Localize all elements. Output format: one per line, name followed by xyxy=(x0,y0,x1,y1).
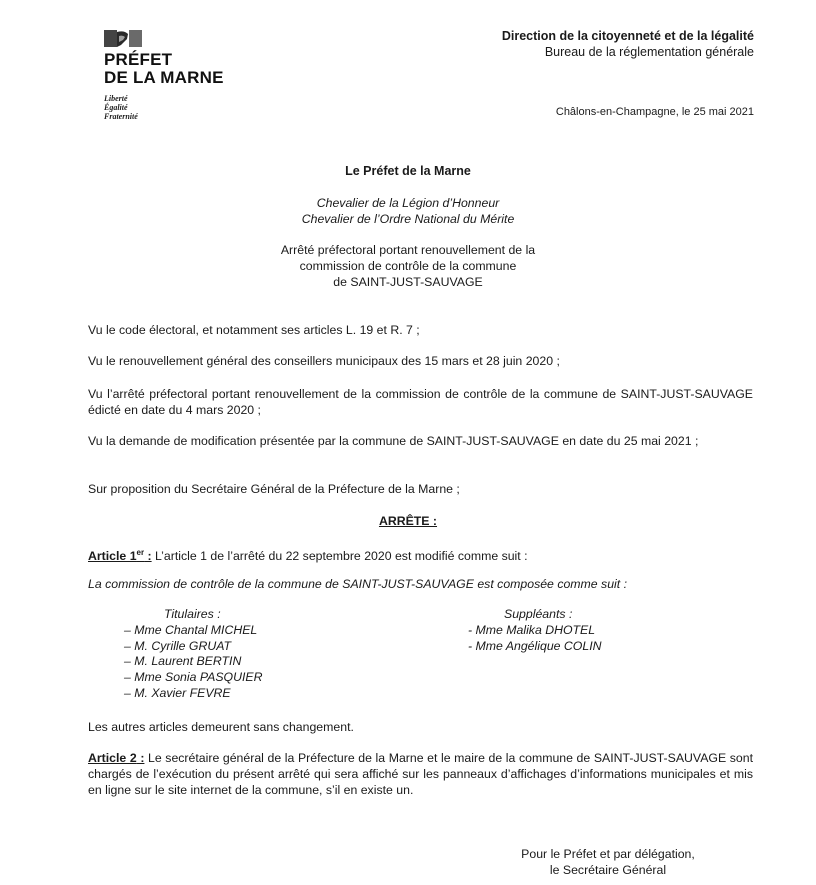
logo-title-line1: PRÉFET xyxy=(104,50,173,69)
honors-block xyxy=(0,195,816,227)
article-2 xyxy=(88,750,753,798)
article-2-label-suffix: : xyxy=(136,751,145,765)
article-2-label xyxy=(88,751,144,765)
article-1 xyxy=(88,545,753,564)
titulaire-item: – M. Cyrille GRUAT xyxy=(124,638,232,653)
titulaire-item: – M. Laurent BERTIN xyxy=(124,654,242,669)
honor-merite: Chevalier de l’Ordre National du Mérite xyxy=(301,212,515,226)
considerant-arrete-precedent: Vu l’arrêté préfectoral portant renouvellement de la commission de contrôle de la commune de SAINT-JUST-SAUVAGE édicté en date du 4 mars 2020 ; xyxy=(88,387,753,417)
place-and-date: Châlons-en-Champagne, le 25 mai 2021 xyxy=(555,106,754,118)
article-1-label-text: Article 1 xyxy=(88,549,137,564)
suppleant-item: - Mme Angélique COLIN xyxy=(468,638,602,653)
article-2-text: Le secrétaire général de la Préfecture de la Marne et le maire de la commune de SAINT-JUST-SAUVAGE sont chargés de l’exécution du présent arrêté qui sera affiché sur les panneaux d’affichages d’informations municipales et mis en ligne sur le site internet de la commune, s’il en existe un. xyxy=(88,751,754,797)
signature-line2: le Secrétaire Général xyxy=(549,863,667,877)
titulaires-list xyxy=(124,607,263,702)
bureau-name: Bureau de la réglementation générale xyxy=(544,45,754,59)
autres-articles: Les autres articles demeurent sans changement. xyxy=(88,720,354,734)
titulaire-item: – Mme Sonia PASQUIER xyxy=(124,670,263,685)
article-1-label xyxy=(88,549,152,563)
titulaires-heading: Titulaires : xyxy=(164,607,221,621)
article-1-text: L’article 1 de l’arrêté du 22 septembre 2020 est modifié comme suit : xyxy=(151,549,528,564)
arrete-title xyxy=(0,242,816,290)
arrete-title-line2: commission de contrôle de la commune xyxy=(299,259,517,273)
considerant-proposition: Sur proposition du Secrétaire Général de la Préfecture de la Marne ; xyxy=(88,482,460,496)
suppleants-list xyxy=(468,607,602,654)
logo-prefet-title xyxy=(104,51,224,87)
signature-line1: Pour le Préfet et par délégation, xyxy=(521,847,695,861)
motto-liberte: Liberté xyxy=(104,94,128,103)
suppleants-heading: Suppléants : xyxy=(504,607,573,621)
considerant-code-electoral: Vu le code électoral, et notamment ses articles L. 19 et R. 7 ; xyxy=(88,323,420,337)
composition-intro: La commission de contrôle de la commune de SAINT-JUST-SAUVAGE est composée comme suit : xyxy=(88,577,628,591)
motto-egalite: Égalité xyxy=(104,103,128,112)
considerant-renouvellement: Vu le renouvellement général des conseillers municipaux des 15 mars et 28 juin 2020 ; xyxy=(88,354,560,368)
arrete-title-line1: Arrêté préfectoral portant renouvellement de la xyxy=(280,243,536,257)
suppleant-item: - Mme Malika DHOTEL xyxy=(468,622,596,637)
article-1-sup: er xyxy=(136,548,145,557)
republic-motto xyxy=(104,94,138,121)
direction-name: Direction de la citoyenneté et de la légalité xyxy=(501,29,754,43)
arrete-title-line3: de SAINT-JUST-SAUVAGE xyxy=(333,275,483,289)
arrete-heading: ARRÊTE : xyxy=(378,514,438,528)
prefet-heading: Le Préfet de la Marne xyxy=(345,164,471,178)
issuing-office xyxy=(502,28,754,60)
honor-legion: Chevalier de la Légion d’Honneur xyxy=(316,196,500,210)
titulaire-item: – Mme Chantal MICHEL xyxy=(124,622,258,637)
marianne-logo-icon xyxy=(104,30,142,47)
signature-block xyxy=(500,846,716,878)
titulaire-item: – M. Xavier FEVRE xyxy=(124,685,231,700)
logo-title-line2: DE LA MARNE xyxy=(104,68,224,87)
article-2-label-text: Article 2 xyxy=(88,751,137,765)
article-1-label-suffix: : xyxy=(144,549,152,564)
considerant-demande: Vu la demande de modification présentée par la commune de SAINT-JUST-SAUVAGE en date du 25 mai 2021 ; xyxy=(88,434,699,448)
motto-fraternite: Fraternité xyxy=(104,112,138,121)
